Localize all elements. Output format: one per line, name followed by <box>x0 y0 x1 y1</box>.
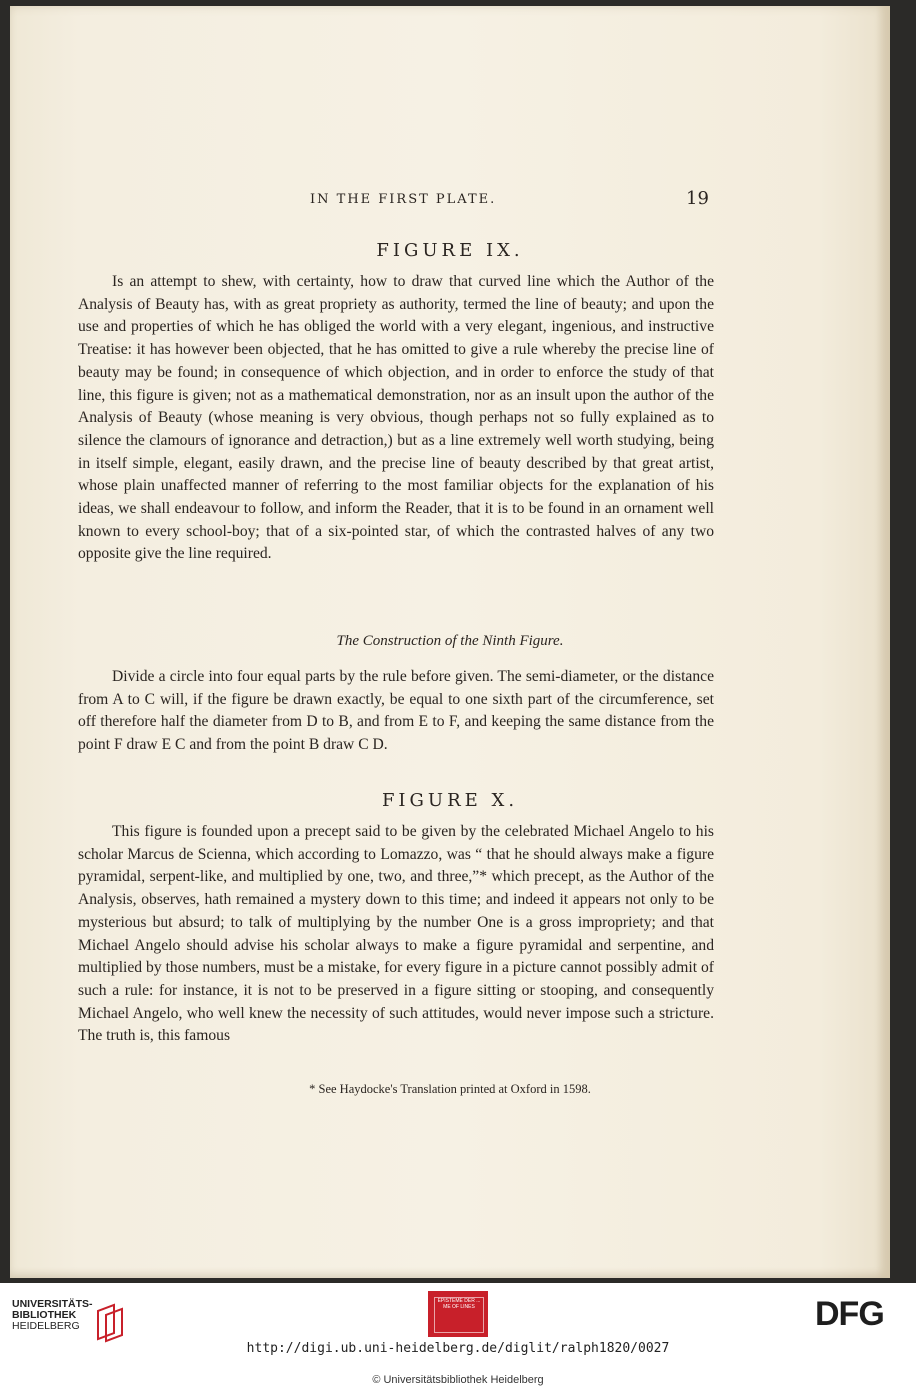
figure-ix-heading: FIGURE IX. <box>376 240 524 261</box>
footnote: * See Haydocke's Translation printed at Oxford in 1598. <box>309 1082 591 1096</box>
figure-x-heading: FIGURE X. <box>381 790 519 811</box>
construction-paragraph <box>78 666 714 757</box>
figure-x-paragraph <box>78 821 714 1048</box>
permalink-url[interactable]: http://digi.ub.uni-heidelberg.de/diglit/ralph1820/0027 <box>246 1341 670 1356</box>
project-logo[interactable] <box>428 1291 488 1337</box>
figure-x-text: This figure is founded upon a precept said to be given by the celebrated Michael Angelo to his scholar Marcus de Scienna, which according to Lomazzo, was “ that he should always make a figure pyramidal, serpent-like, and multiplied by one, two, and three,”* which precept, as the Author of the Analysis, observes, hath remained a mystery down to this time; and indeed it appears not only to be mysterious but absurd; to talk of multiplying by the number One is a gross impropriety; and that Michael Angelo should advise his scholar always to make a figure pyramidal and serpentine, and multiplied by those numbers, must be a mistake, for every figure in a picture cannot possibly admit of such a rule: for instance, it is not to be preserved in a figure sitting or stooping, and consequently Michael Angelo, who well knew the necessity of such attitudes, would never impose such a stricture. The truth is, this famous <box>78 823 714 1045</box>
page-number: 19 <box>686 188 709 209</box>
construction-text: Divide a circle into four equal parts by the rule before given. The semi-diameter, or the distance from A to C will, if the figure be drawn exactly, be equal to one sixth part of the circumference, set off therefore half the diameter from D to B, and from E to F, and keeping the same distance from the point F draw E C and from the point B draw C D. <box>78 668 714 754</box>
ub-line-2: BIBLIOTHEK <box>12 1309 77 1321</box>
figure-ix-paragraph <box>78 271 714 566</box>
book-page <box>10 6 890 1278</box>
ub-line-1: UNIVERSITÄTS- <box>12 1298 93 1310</box>
university-library-wordmark <box>12 1299 93 1332</box>
copyright-notice: © Universitätsbibliothek Heidelberg <box>372 1374 544 1386</box>
viewer-footer <box>0 1283 916 1396</box>
ub-emblem-icon <box>92 1301 136 1345</box>
ub-line-3: HEIDELBERG <box>12 1320 80 1332</box>
dfg-logo[interactable]: DFG <box>815 1295 884 1333</box>
construction-subheading: The Construction of the Ninth Figure. <box>336 633 564 649</box>
project-logo-text: EPISTEME DER ... ME OF LINES <box>434 1297 484 1333</box>
running-header: IN THE FIRST PLATE. <box>310 192 497 207</box>
figure-ix-text: Is an attempt to shew, with certainty, how to draw that curved line which the Author of the Analysis of Beauty has, with as great propriety as authority, termed the line of beauty; and upon the use and properties of which he has obliged the world with a very elegant, ingenious, and instructive Treatise: it has however been objected, that he has omitted to give a rule whereby the precise line of beauty may be found; in consequence of which objection, and in order to enforce the study of that line, this figure is given; not as a mathematical demonstration, nor as an insult upon the author of the Analysis of Beauty (whose meaning is very obvious, though perhaps not so fully explained as to silence the clamours of ignorance and detraction,) but as a line extremely well worth studying, being in itself simple, elegant, easily drawn, and the precise line of beauty described by that great artist, whose plain unaffected manner of referring to the most familiar objects for the explanation of his ideas, we shall endeavour to follow, and inform the Reader, that it is to be found in an ornament well known to every school-boy; that of a six-pointed star, of which the contrasted halves of any two opposite give the line required. <box>78 273 714 563</box>
